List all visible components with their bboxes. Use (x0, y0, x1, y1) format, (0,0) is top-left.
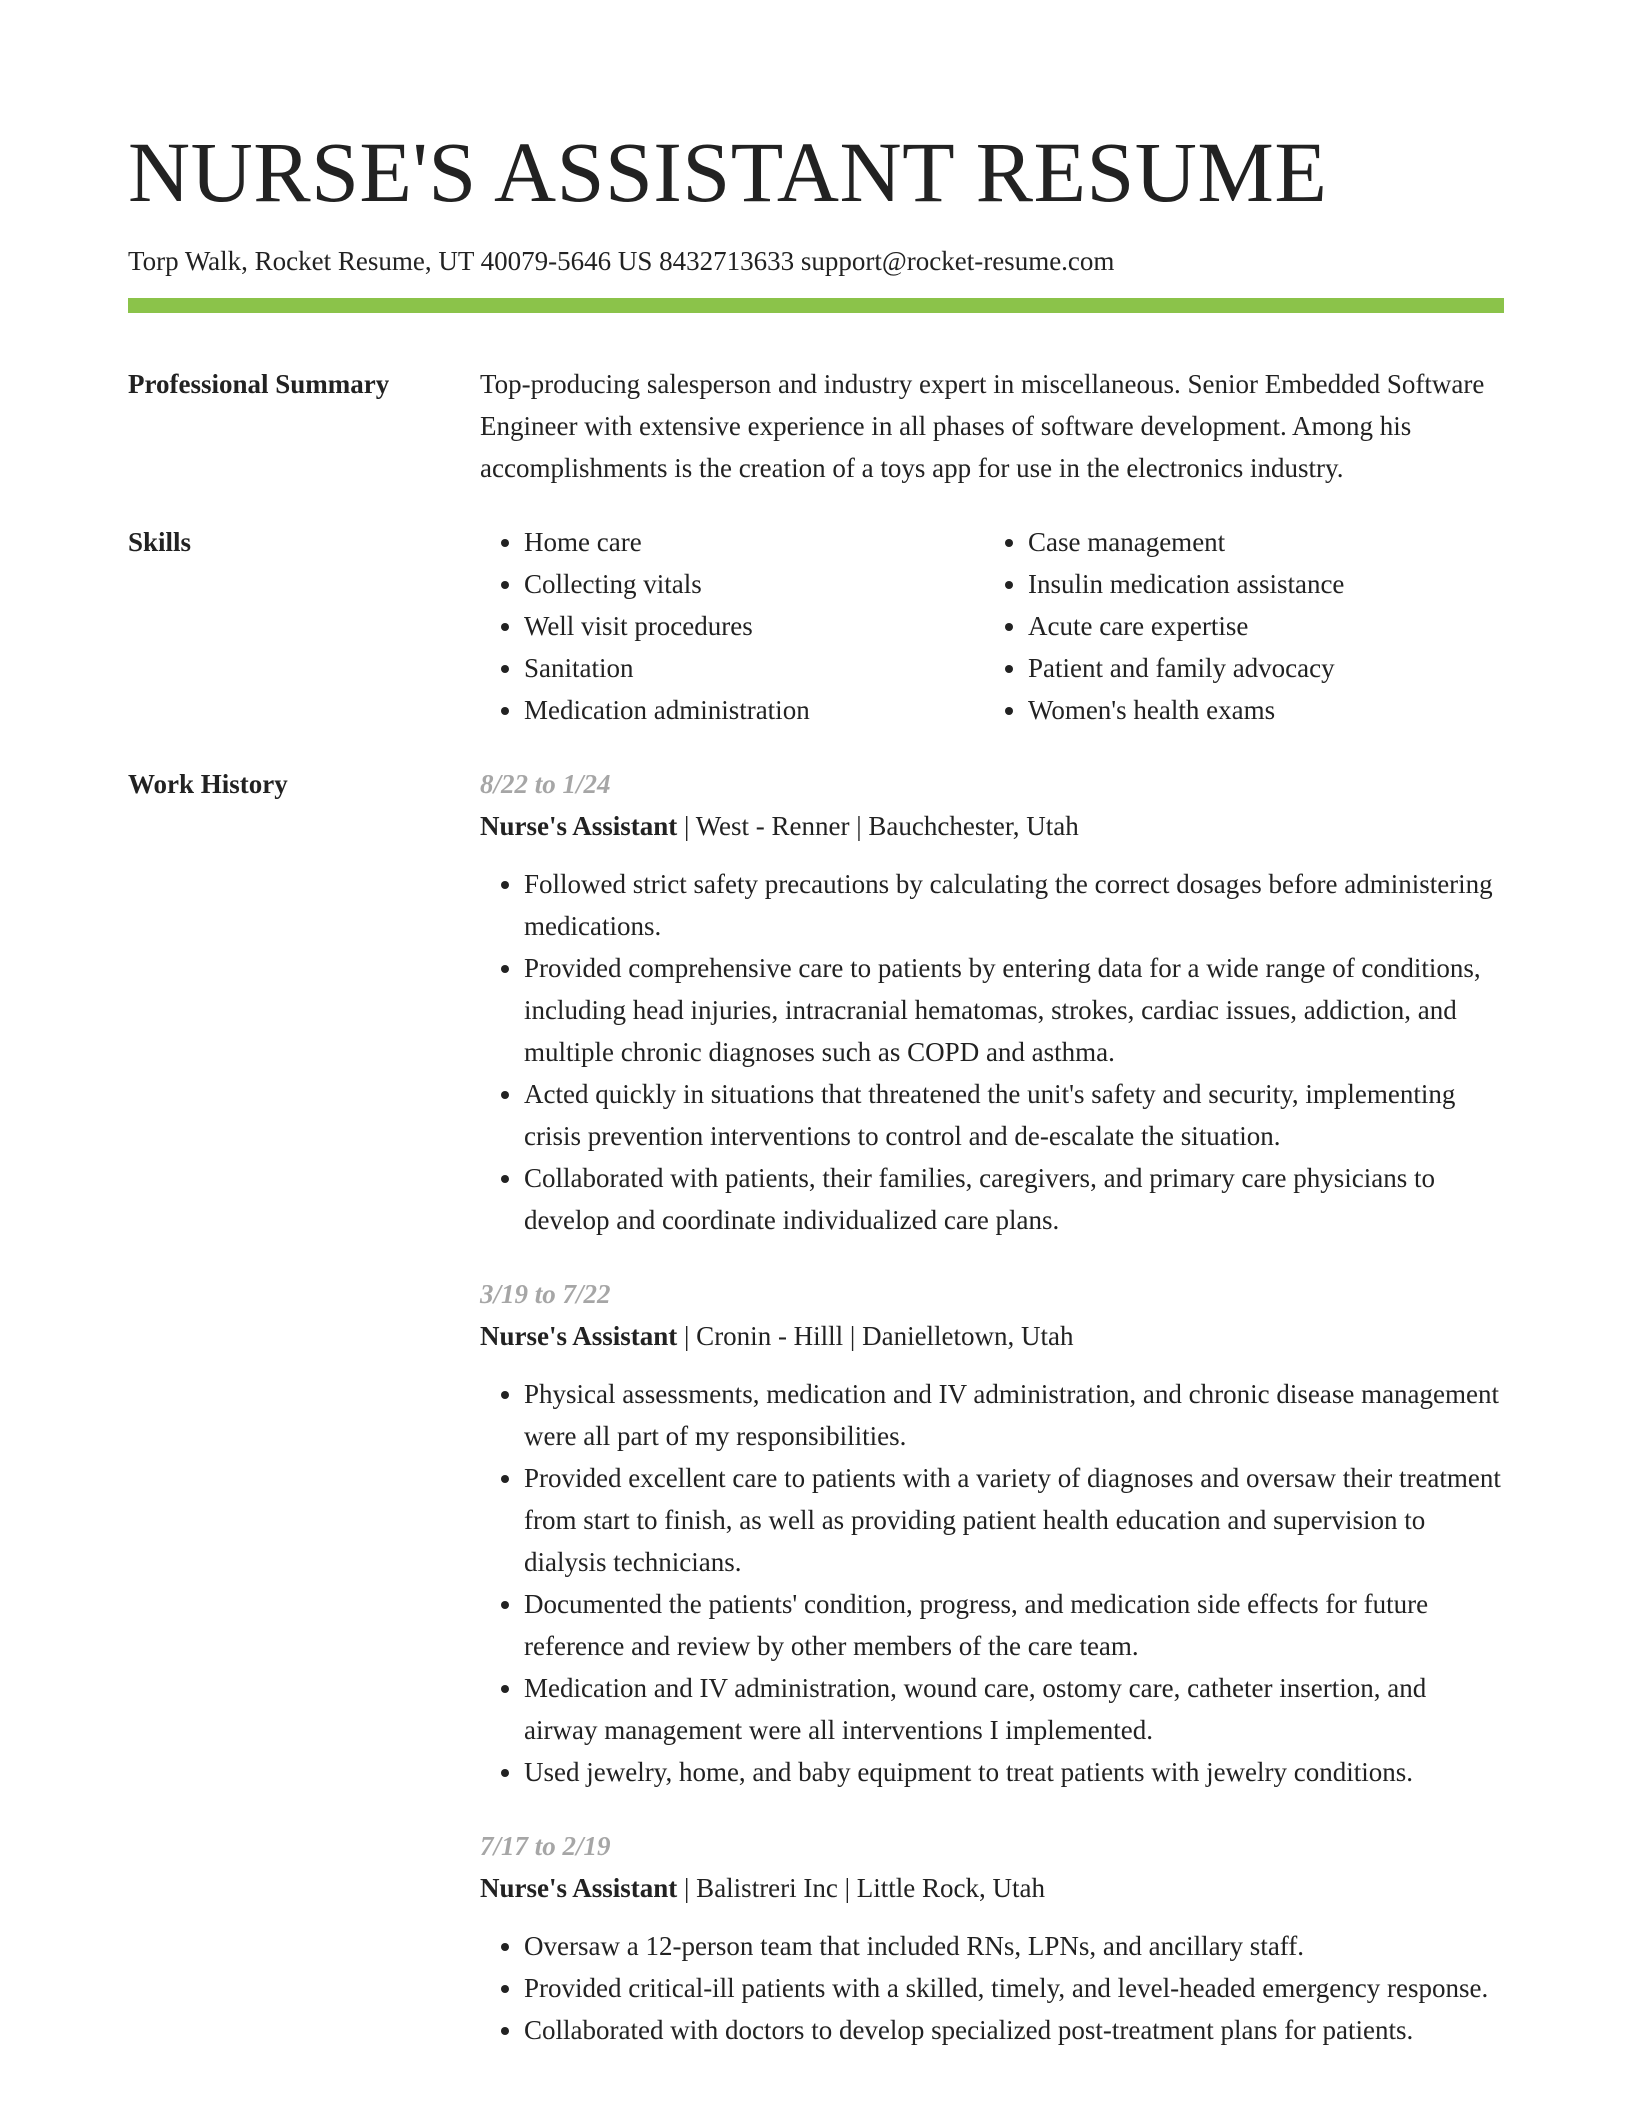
job-duties-list (480, 863, 1504, 1241)
skill-item: • Patient and family advocacy (1028, 647, 1488, 689)
work-history-section (128, 763, 1504, 2051)
job-duty: • Acted quickly in situations that threatened the unit's safety and security, implementing crisis prevention interventions to control and de-escalate the situation. (524, 1073, 1504, 1157)
job-title: Nurse's Assistant (480, 1321, 678, 1351)
skill-item: • Acute care expertise (1028, 605, 1488, 647)
job-dates: 8/22 to 1/24 (480, 769, 611, 799)
skills-list-right (984, 521, 1488, 731)
resume-page (128, 0, 1504, 2051)
job-duty: • Followed strict safety precautions by calculating the correct dosages before administering medications. (524, 863, 1504, 947)
skill-item: • Collecting vitals (524, 563, 984, 605)
section-label-professional-summary: Professional Summary (128, 369, 390, 399)
skill-item: • Insulin medication assistance (1028, 563, 1488, 605)
resume-title: NURSE'S ASSISTANT RESUME (128, 124, 1328, 220)
job-header (480, 805, 1504, 847)
job-entry (480, 1825, 1504, 2051)
skill-item: • Medication administration (524, 689, 984, 731)
section-label-skills: Skills (128, 527, 192, 557)
job-header (480, 1867, 1504, 1909)
skill-item: • Case management (1028, 521, 1488, 563)
job-entry (480, 763, 1504, 1241)
job-duty: • Used jewelry, home, and baby equipment to treat patients with jewelry conditions. (524, 1751, 1504, 1793)
skill-item: • Well visit procedures (524, 605, 984, 647)
job-details: | West - Renner | Bauchchester, Utah (677, 811, 1079, 841)
job-duties-list (480, 1925, 1504, 2051)
job-entry (480, 1273, 1504, 1793)
summary-text: Top-producing salesperson and industry expert in miscellaneous. Senior Embedded Software Engineer with extensive experience in all phases of software development. Among his accomplishments is the creation of a toys app for use in the electronics industry. (480, 369, 1485, 483)
job-duty: • Physical assessments, medication and IV administration, and chronic disease management were all part of my responsibilities. (524, 1373, 1504, 1457)
job-dates: 7/17 to 2/19 (480, 1831, 611, 1861)
job-details: | Cronin - Hilll | Danielletown, Utah (677, 1321, 1074, 1351)
skills-list-left (480, 521, 984, 731)
job-duty: • Provided comprehensive care to patients by entering data for a wide range of conditions, including head injuries, intracranial hematomas, strokes, cardiac issues, addiction, and multiple chronic diagnoses such as COPD and asthma. (524, 947, 1504, 1073)
section-label-work-history: Work History (128, 769, 288, 799)
job-title: Nurse's Assistant (480, 1873, 678, 1903)
professional-summary-section (128, 363, 1504, 489)
skill-item: • Women's health exams (1028, 689, 1488, 731)
skills-section (128, 521, 1504, 731)
job-duties-list (480, 1373, 1504, 1793)
job-header (480, 1315, 1504, 1357)
job-title: Nurse's Assistant (480, 811, 678, 841)
job-duty: • Provided excellent care to patients with a variety of diagnoses and oversaw their treatment from start to finish, as well as providing patient health education and supervision to dialysis technicians. (524, 1457, 1504, 1583)
header-divider (128, 298, 1504, 313)
skill-item: • Home care (524, 521, 984, 563)
job-duty: • Collaborated with patients, their families, caregivers, and primary care physicians to develop and coordinate individualized care plans. (524, 1157, 1504, 1241)
skill-item: • Sanitation (524, 647, 984, 689)
contact-line: Torp Walk, Rocket Resume, UT 40079-5646 US 8432713633 support@rocket-resume.com (128, 246, 1115, 276)
job-duty: • Collaborated with doctors to develop specialized post-treatment plans for patients. (524, 2009, 1504, 2051)
job-duty: • Oversaw a 12-person team that included RNs, LPNs, and ancillary staff. (524, 1925, 1504, 1967)
job-duty: • Documented the patients' condition, progress, and medication side effects for future reference and review by other members of the care team. (524, 1583, 1504, 1667)
job-duty: • Provided critical-ill patients with a skilled, timely, and level-headed emergency response. (524, 1967, 1504, 2009)
job-duty: • Medication and IV administration, wound care, ostomy care, catheter insertion, and airway management were all interventions I implemented. (524, 1667, 1504, 1751)
job-details: | Balistreri Inc | Little Rock, Utah (677, 1873, 1045, 1903)
job-dates: 3/19 to 7/22 (480, 1279, 611, 1309)
